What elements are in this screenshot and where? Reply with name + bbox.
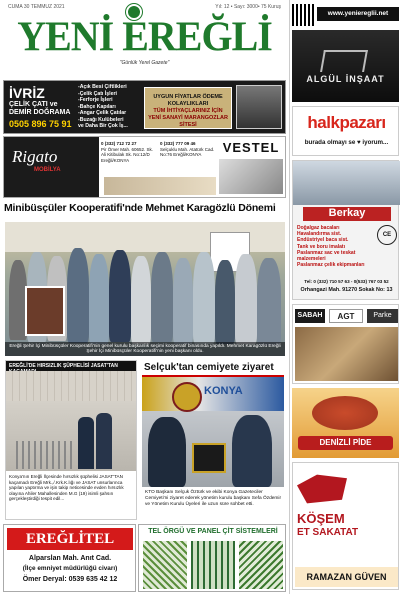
ramazan-guven: RAMAZAN GÜVEN bbox=[295, 567, 398, 587]
halkpazari-slogan: burada olmayı se ♥ iyorum... bbox=[304, 139, 389, 146]
ivriz-service: -Açık Besi Çiftlikleri bbox=[78, 84, 127, 90]
berkay-service: Paslanmaz sac ve teskat malzemeleri bbox=[297, 249, 356, 263]
berkay-service: Doğalgaz bacaları bbox=[297, 225, 340, 231]
ce-mark-icon: CE bbox=[377, 225, 397, 245]
steel-structure-image bbox=[236, 85, 282, 129]
issue-info: Yıl: 12 • Sayı: 3000• 75 Kuruş bbox=[215, 4, 281, 10]
building-logo-icon bbox=[320, 50, 368, 72]
ad-ereglitel[interactable] bbox=[3, 524, 136, 592]
berkay-services bbox=[297, 225, 377, 268]
ivriz-service: -Angar Çelik Çatılar bbox=[78, 110, 127, 116]
website-url[interactable]: www.yeniereglii.net bbox=[317, 7, 399, 21]
rigato-brand: Rigato bbox=[12, 147, 58, 166]
masthead bbox=[0, 14, 289, 74]
rigato-phone1: 0 (332) 712 72 27 bbox=[101, 141, 137, 146]
ivriz-service: -Ferforje İşleri bbox=[78, 97, 113, 103]
fence-image-1 bbox=[143, 541, 187, 589]
ad-halkpazari[interactable] bbox=[292, 106, 399, 156]
fence-title: TEL ÖRGÜ VE PANEL ÇİT SİSTEMLERİ bbox=[148, 528, 278, 535]
berkay-brand: Berkay bbox=[303, 207, 391, 221]
story-association-visit[interactable] bbox=[142, 360, 284, 520]
berkay-service: Endüstriyel baca sist. bbox=[297, 237, 349, 244]
ad-kosem[interactable] bbox=[292, 462, 399, 590]
parquet-image bbox=[295, 327, 398, 381]
halkpazari-brand: halkpazarı bbox=[307, 113, 386, 132]
kosem-brand: KÖŞEM bbox=[297, 511, 345, 526]
furniture-image bbox=[104, 177, 216, 195]
story1-body: Konya'nın Ereğli İlçesinde hırsızlık şüphelisi JASAT'TAN kaçamadı Ereğli Mrk.,/.Krk.K.lığı ve JASAT unsurlarınca yapılan yaptırma ve işin takip neticesinde evden hırsızlık olayına Ahiler Mahallesinden M.G (19) isimli şahsın gerçekleştirdiği tespit edil... bbox=[9, 474, 124, 502]
denizli-pide-brand: DENİZLİ PİDE bbox=[298, 436, 393, 450]
story-theft-suspect[interactable] bbox=[5, 360, 137, 520]
vestel-logo: VESTEL bbox=[219, 140, 283, 156]
fence-image-3 bbox=[239, 541, 283, 589]
ivriz-service-list bbox=[78, 84, 128, 130]
story2-body: KTO Başkanı Selçuk Öztürk ve ekibi Konya Gazeteciler Cemiyeti'ni ziyaret ederek yönetim kurulu başkanı Sefa Özdemir ve Yönetim Kurulu Üyeleri ile uzun süre sohbet etti. bbox=[145, 490, 282, 507]
ivriz-phone: 0505 896 75 91 bbox=[9, 119, 72, 129]
berkay-service: Paslanmaz çelik ekipmanları bbox=[297, 262, 365, 269]
ereglitel-addr2: (İlçe emniyet müdürlüğü civarı) bbox=[22, 565, 118, 572]
agt-brand: AGT bbox=[329, 309, 363, 323]
ivriz-promo-text: UYGUN FİYATLAR ÖDEME KOLAYLIKLARI bbox=[153, 94, 223, 107]
rigato-addr2: Selçuklu Mah. Atatürk Cad. No:76 Ereğli/KONYA bbox=[160, 146, 215, 157]
rigato-phone2: 0 (332) 777 09 46 bbox=[160, 141, 196, 146]
inset-portrait bbox=[25, 286, 65, 336]
story1-photo bbox=[6, 371, 136, 471]
newspaper-logo: YENİ EREĞLİ bbox=[17, 12, 272, 61]
ad-denizli-pide[interactable] bbox=[292, 388, 399, 458]
ivriz-service: ve Daha Bir Çok İş... bbox=[78, 123, 128, 129]
newspaper-slogan: "Günlük Yerel Gazete" bbox=[119, 60, 170, 66]
story1-title: EREĞLİ'DE HIRSIZLIK ŞÜPHELİSİ JASAT'TAN bbox=[6, 361, 136, 377]
ereglitel-brand: EREĞLİTEL bbox=[7, 528, 133, 550]
issue-date: CUMA 30 TEMMUZ 2021 bbox=[8, 4, 65, 10]
main-headline[interactable]: Minibüsçüler Kooperatifi'nde Mehmet Karagözlü Dönemi bbox=[4, 202, 276, 214]
rigato-contact-2 bbox=[160, 141, 216, 158]
ad-fence-systems[interactable] bbox=[138, 524, 286, 592]
rigato-addr1: Pir Ömer Mah. 60652. Sk. Ali Kitibulak Sk. No:12/D Ereğli/KONYA bbox=[101, 146, 154, 163]
parke-brand: Parke bbox=[367, 309, 398, 323]
ivriz-line2: DEMİR DOĞRAMA bbox=[9, 109, 71, 116]
story2-photo: KONYA bbox=[142, 377, 284, 487]
berkay-service: Havalandırma sist. bbox=[297, 231, 342, 238]
ivriz-line1: ÇELİK ÇATI ve bbox=[9, 101, 58, 108]
berkay-factory-image bbox=[293, 161, 400, 205]
berkay-address: Orhangazi Mah. 91270 Sokak No: 13 bbox=[300, 287, 393, 293]
sabah-brand: SABAH bbox=[295, 309, 325, 323]
ivriz-promo bbox=[144, 87, 232, 129]
rigato-sub: MOBİLYA bbox=[34, 167, 61, 173]
ivriz-service: -Çelik Çatı İşleri bbox=[78, 90, 117, 97]
ivriz-service: -Bahçe Kapıları bbox=[78, 103, 116, 110]
appliances-image bbox=[219, 159, 283, 194]
ad-rigato-vestel[interactable] bbox=[3, 136, 286, 198]
ereglitel-contact: Ömer Deryal: 0539 635 42 12 bbox=[22, 576, 118, 583]
ivriz-service: -Buzağı Kulübeleri bbox=[78, 116, 124, 123]
ads-sidebar bbox=[289, 0, 400, 594]
photo-caption: Ereğli Şehir İçi Minibüsçüler Kooperatifi'nin genel kurulu başkanlık seçimi kooperatif binasında yapıldı. Mehmet Karagözlü Ereğli Şehir İçi Minibüsçüler Kooperatifi'nin yeni başkanı oldu. bbox=[5, 342, 285, 356]
bull-logo-icon bbox=[297, 471, 347, 507]
ivriz-brand: İVRİZ bbox=[9, 85, 45, 101]
ad-berkay[interactable] bbox=[292, 160, 399, 300]
fence-image-2 bbox=[191, 541, 235, 589]
story2-title: Selçuk'tan cemiyete ziyaret bbox=[142, 360, 284, 377]
ivriz-promo-text2: TÜM İHTİYAÇLARINIZ İÇİN YENİ SANAYİ MARANGOZLAR SİTESİ bbox=[148, 108, 228, 128]
etsakatat-brand: ET SAKATAT bbox=[297, 527, 359, 538]
ereglitel-addr: Alparslan Mah. Anıt Cad. bbox=[28, 555, 112, 562]
ad-ivriz[interactable] bbox=[3, 80, 286, 134]
algul-brand: ALGÜL İNŞAAT bbox=[306, 74, 385, 84]
rigato-contact-1 bbox=[101, 141, 156, 163]
berkay-service: Tank ve boru imalatı bbox=[297, 243, 345, 250]
cooperative-group-photo[interactable] bbox=[5, 222, 285, 356]
pide-image bbox=[312, 396, 378, 430]
qr-code-icon[interactable] bbox=[292, 4, 314, 26]
ad-sabah-agt[interactable] bbox=[292, 304, 399, 384]
berkay-phone: Tel: 0 (332) 710 57 63 - 0(533) 767 03 52 bbox=[304, 279, 389, 284]
rigato-logo-panel bbox=[4, 137, 99, 197]
ad-algul-insaat[interactable] bbox=[292, 30, 399, 102]
